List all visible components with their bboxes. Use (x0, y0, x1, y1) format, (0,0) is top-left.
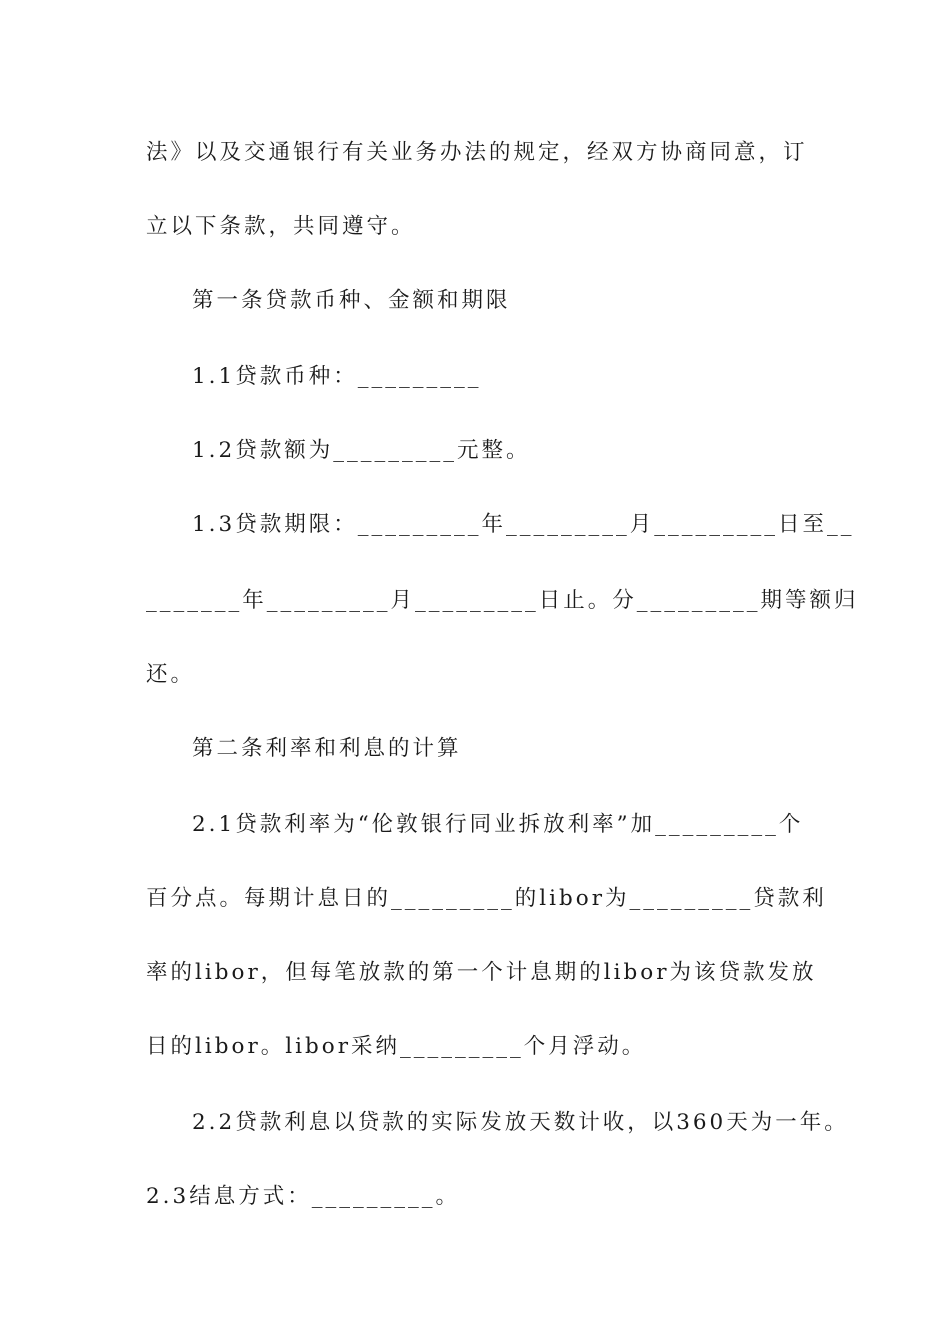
paragraph-line: 百分点。每期计息日的_________的libor为_________贷款利 (146, 886, 827, 911)
paragraph-line: 日的libor。libor采纳_________个月浮动。 (146, 1034, 647, 1059)
paragraph-line: 立以下条款，共同遵守。 (146, 214, 416, 239)
section-heading: 第一条贷款币种、金额和期限 (192, 288, 511, 313)
clause-line: 1.1贷款币种：_________ (192, 364, 482, 389)
paragraph-line: 法》以及交通银行有关业务办法的规定，经双方协商同意，订 (146, 140, 808, 165)
clause-line: 2.3结息方式：_________。 (146, 1184, 460, 1209)
section-heading: 第二条利率和利息的计算 (192, 736, 462, 761)
clause-line: 1.3贷款期限：_________年_________月_________日至__ (192, 512, 855, 537)
clause-line: 2.2贷款利息以贷款的实际发放天数计收，以360天为一年。 (192, 1110, 849, 1135)
paragraph-line: 率的libor，但每笔放款的第一个计息期的libor为该贷款发放 (146, 960, 817, 985)
paragraph-line: 还。 (146, 662, 196, 687)
clause-line: 1.2贷款额为_________元整。 (192, 438, 531, 463)
clause-line: 2.1贷款利率为“伦敦银行同业拆放利率”加_________个 (192, 812, 804, 837)
paragraph-line: _______年_________月_________日止。分_________期等额归 (146, 588, 859, 613)
